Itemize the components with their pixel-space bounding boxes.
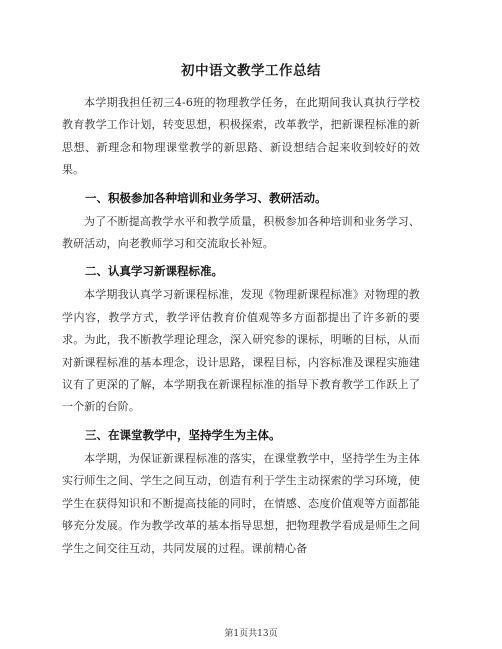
section-paragraph: 本学期，为保证新课程标准的落实，在课堂教学中，坚持学生为主体实行师生之间、学生之间互动，创造有利于学生主动探索的学习环境，使学生在获得知识和不断提高技能的同时，在情感、态度价值观等方面都能够充分发展。作为教学改革的基本指导思想，把物理教学看成是师生之间学生之间交往互动，共同发展的过程。课前精心备 bbox=[62, 451, 420, 555]
document-title: 初中语文教学工作总结 bbox=[181, 63, 321, 79]
intro-paragraph: 本学期我担任初三4-6班的物理教学任务，在此期间我认真执行学校教育教学工作计划，转变思想，积极探索，改革教学，把新课程标准的新思想、新理念和物理课堂教学的新思路、新设想结合起来收到较好的效果。 bbox=[62, 96, 420, 177]
section-1 bbox=[62, 187, 420, 256]
section-paragraph: 本学期我认真学习新课程标准，发现《物理新课程标准》对物理的教学内容，教学方式，教学评估教育价值观等多方面都提出了许多新的要求。为此，我不断教学理论理念，深入研究参的课标，明晰的目标，从而对新课程标准的基本理念，设计思路，课程目标，内容标准及课程实施建议有了更深的了解，本学期我在新课程标准的指导下教育教学工作跃上了一个新的台阶。 bbox=[62, 288, 420, 414]
document-body bbox=[62, 92, 420, 560]
section-heading: 二、认真学习新课程标准。 bbox=[85, 264, 223, 279]
section-paragraph: 为了不断提高教学水平和教学质量，积极参加各种培训和业务学习、教研活动，向老教师学习和交流取长补短。 bbox=[62, 214, 420, 251]
section-2 bbox=[62, 260, 420, 418]
page-number-footer: 第1页共13页 bbox=[224, 629, 278, 639]
section-heading: 三、在课堂教学中，坚持学生为主体。 bbox=[85, 427, 281, 442]
section-heading: 一、积极参加各种培训和业务学习、教研活动。 bbox=[85, 190, 327, 205]
section-3 bbox=[62, 424, 420, 560]
